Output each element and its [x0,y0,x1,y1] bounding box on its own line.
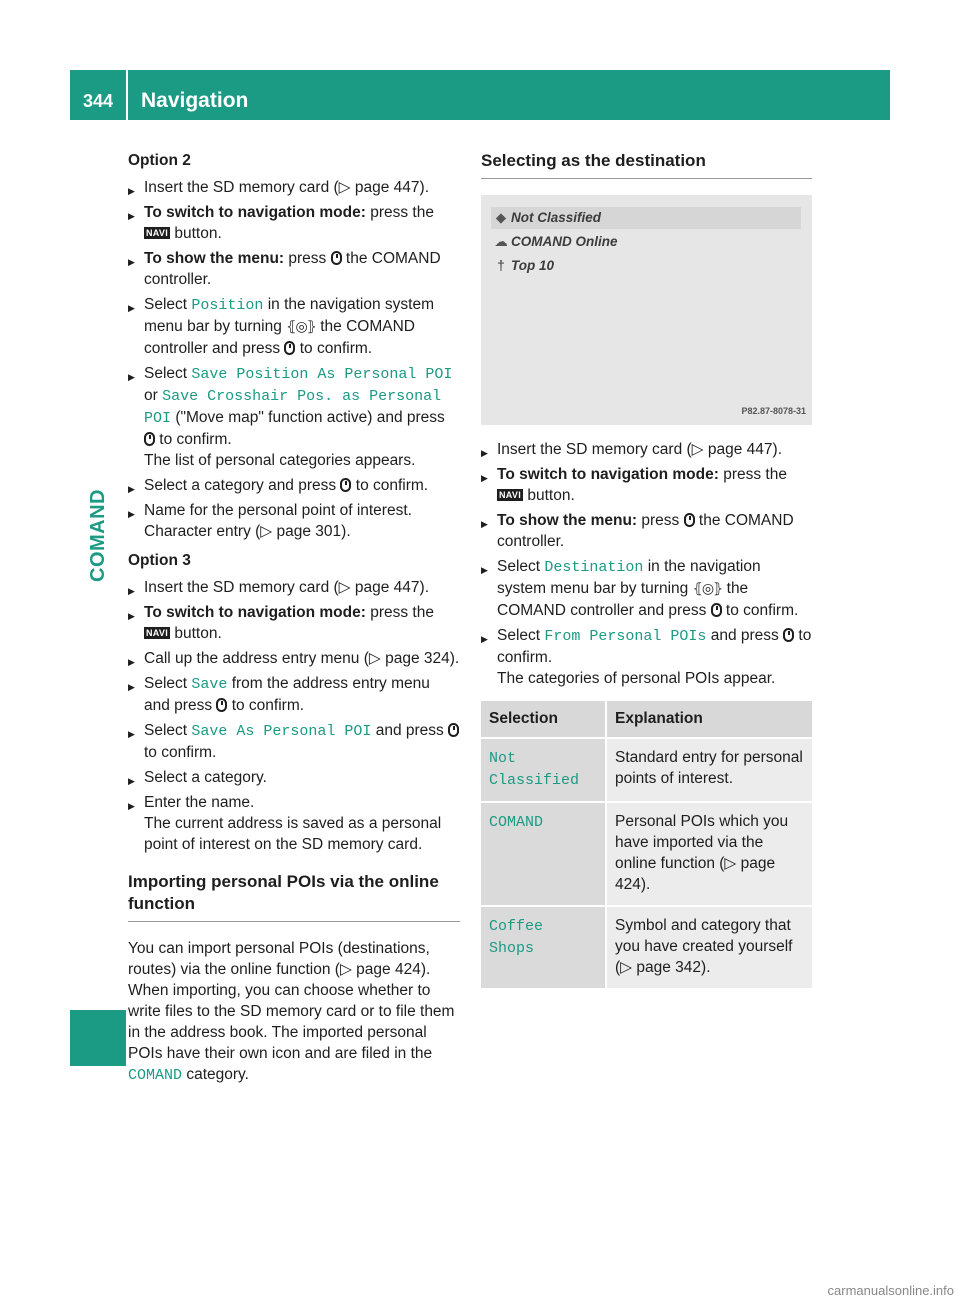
dest-step-4: ▶ Select Destination in the navigation system menu bar by turning ⦃◎⦄ the COMAND controller and press to confirm. [481,556,812,621]
menu-item-not-classified: ◆ Not Classified [491,207,801,229]
dest-step-2: ▶ To switch to navigation mode: press the NAVI button. [481,464,812,506]
option3-step-7: ▶ Enter the name. The current address is saved as a personal point of interest on the SD memory card. [128,792,460,855]
controller-press-icon [331,251,342,265]
option3-step-4: ▶ Select Save from the address entry menu and press to confirm. [128,673,460,716]
navi-button-icon: NAVI [499,490,522,500]
table-header-selection: Selection [481,701,607,737]
selection-cell: Not Classified [489,750,580,789]
controller-press-icon [284,341,295,355]
menu-item-comand-online: ☁ COMAND Online [491,231,801,253]
pin-icon: † [497,258,505,273]
option3-step-1: ▶ Insert the SD memory card (▷ page 447). [128,577,460,598]
import-paragraph: You can import personal POIs (destinations, routes) via the online function (▷ page 424). When importing, you can choose whether to write files to the SD memory card or to file them in the address book. The imported personal POIs have their own icon and are filed in the COMAND category. [128,940,455,1084]
explanation-cell: Personal POIs which you have imported via the online function (▷ page 424). [607,801,812,905]
selection-cell: COMAND [489,814,544,831]
page-number: 344 [82,91,114,111]
controller-turn-icon: ⦃◎⦄ [692,581,723,597]
header-separator [126,70,128,120]
online-icon: ☁ [494,234,508,249]
dest-step-5-result: The categories of personal POIs appear. [497,670,776,687]
option3-step-6: ▶ Select a category. [128,767,460,788]
import-heading: Importing personal POIs via the online function [128,872,439,913]
option3-step-2: ▶ To switch to navigation mode: press the NAVI button. [128,602,460,644]
table-row [481,905,812,988]
controller-press-icon [711,603,722,617]
selection-cell: Coffee Shops [489,918,544,957]
option2-step-5: ▶ Select Save Position As Personal POI or Save Crosshair Pos. as Personal POI ("Move map" function active) and press to confirm. The list of personal categories appears. [128,363,460,471]
category-icon: ◆ [495,210,507,225]
option2-heading: Option 2 [128,152,191,169]
explanation-cell: Standard entry for personal points of interest. [607,737,812,801]
controller-turn-icon: ⦃◎⦄ [286,319,316,335]
controller-press-icon [783,628,794,642]
option3-step-7-result: The current address is saved as a personal point of interest on the SD memory card. [144,815,442,853]
option2-step-6: ▶ Select a category and press to confirm. [128,475,460,496]
option2-step-3: ▶ To show the menu: press the COMAND controller. [128,248,460,290]
option2-step-1: ▶ Insert the SD memory card (▷ page 447). [128,177,460,198]
selection-table [481,701,812,988]
image-code: P82.87-8078-31 [741,406,806,416]
option2-step-7: ▶ Name for the personal point of interest. Character entry (▷ page 301). [128,500,460,542]
option3-step-3: ▶ Call up the address entry menu (▷ page 324). [128,648,460,669]
controller-press-icon [144,432,155,446]
explanation-cell: Symbol and category that you have created yourself (▷ page 342). [607,905,812,988]
table-row [481,737,812,801]
controller-press-icon [340,478,351,492]
heading-rule [481,178,812,179]
screen-image [481,195,812,425]
heading-rule [128,921,460,922]
option3-heading: Option 3 [128,552,191,569]
option2-step-2: ▶ To switch to navigation mode: press the NAVI button. [128,202,460,244]
side-tab [70,460,126,610]
section-title: Navigation [141,89,249,112]
menu-item-top-10: † Top 10 [491,255,801,277]
controller-press-icon [684,513,695,527]
side-color-block [70,1010,126,1066]
controller-press-icon [448,723,459,737]
watermark: carmanualsonline.info [827,1283,954,1298]
destination-heading: Selecting as the destination [481,151,706,170]
dest-step-3: ▶ To show the menu: press the COMAND controller. [481,510,812,552]
option2-step-4: ▶ Select Position in the navigation system menu bar by turning ⦃◎⦄ the COMAND controller and press to confirm. [128,294,460,359]
dest-step-1: ▶ Insert the SD memory card (▷ page 447). [481,439,812,460]
table-header-explanation: Explanation [607,701,812,737]
dest-step-5: ▶ Select From Personal POIs and press to confirm. The categories of personal POIs appear. [481,625,812,689]
navi-button-icon: NAVI [146,228,169,238]
option3-step-5: ▶ Select Save As Personal POI and press to confirm. [128,720,460,763]
left-column [128,150,460,1086]
side-tab-label: COMAND [86,488,109,582]
right-column [481,150,812,988]
navi-button-icon: NAVI [146,628,169,638]
option2-step-5-result: The list of personal categories appears. [144,452,416,469]
controller-press-icon [216,698,227,712]
table-row [481,801,812,905]
